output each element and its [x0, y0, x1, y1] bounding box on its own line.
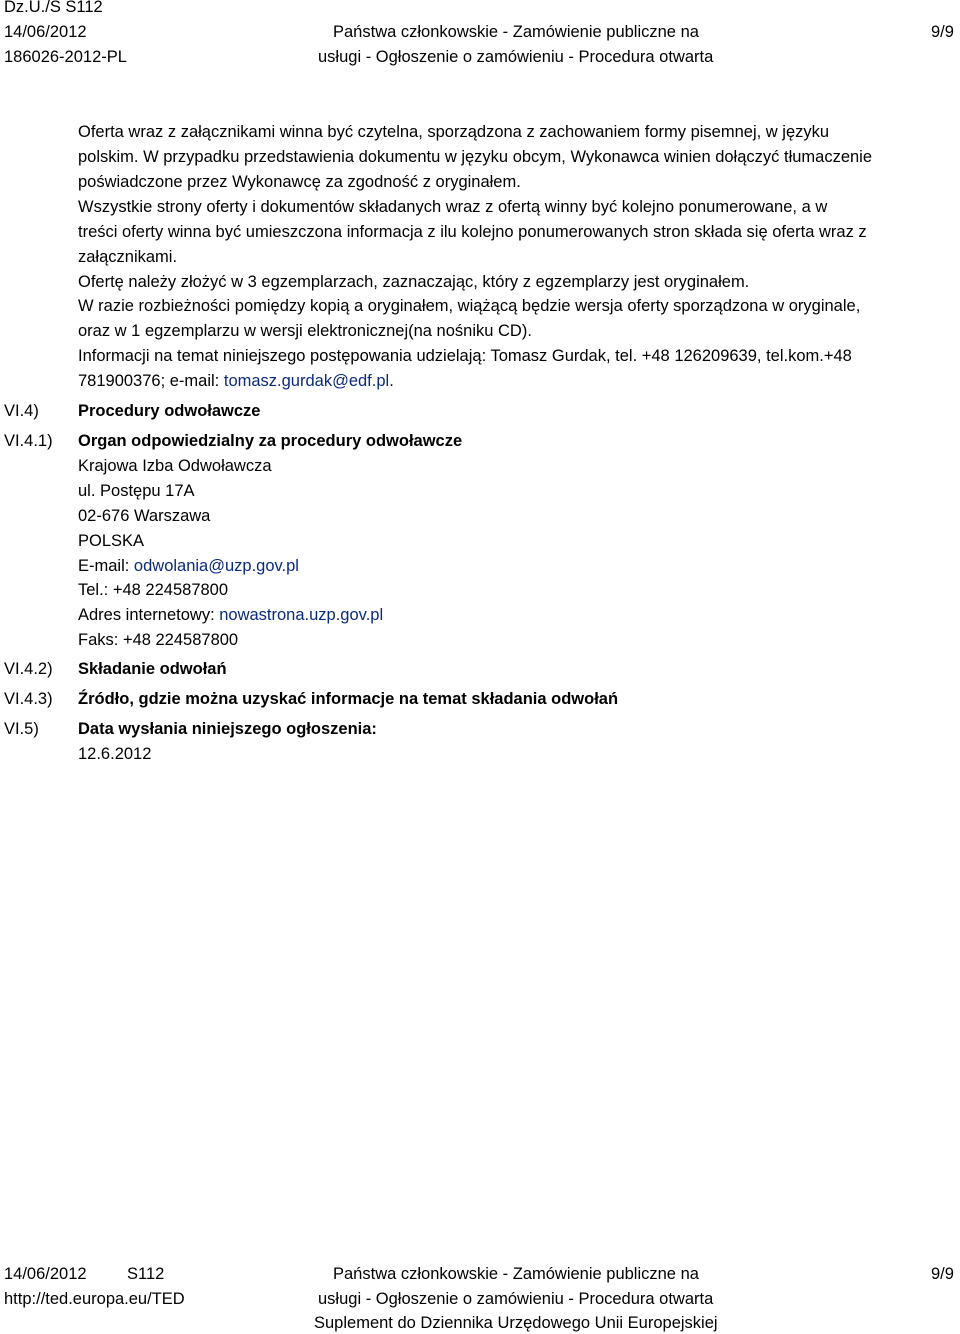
section-title: Organ odpowiedzialny za procedury odwoławcze	[78, 432, 463, 450]
dispatch-date: 12.6.2012	[78, 745, 152, 763]
contact-line	[78, 369, 394, 394]
paragraph-line: treści oferty winna być umieszczona informacja z ilu kolejno ponumerowanych stron składa się oferta wraz z	[78, 223, 867, 241]
phone-value: +48 224587800	[112, 581, 229, 599]
fax-label: Faks:	[78, 631, 123, 649]
paragraph-line: oraz w 1 egzemplarzu w wersji elektronicznej(na nośniku CD).	[78, 322, 532, 340]
paragraph-line: poświadczone przez Wykonawcę za zgodność z oryginałem.	[78, 173, 521, 191]
paragraph-line: W razie rozbieżności pomiędzy kopią a oryginałem, wiążącą będzie wersja oferty sporządzona w oryginale,	[78, 297, 861, 315]
header-title-line1: Państwa członkowskie - Zamówienie publiczne na	[333, 23, 699, 41]
paragraph-line: polskim. W przypadku przedstawienia dokumentu w języku obcym, Wykonawca winien dołączyć tłumaczenie	[78, 148, 873, 166]
website-label: Adres internetowy:	[78, 606, 220, 624]
contact-email-link[interactable]: tomasz.gurdak@edf.pl	[223, 372, 390, 390]
header-title-line2: usługi - Ogłoszenie o zamówieniu - Procedura otwarta	[318, 48, 714, 66]
paragraph-line: Oferta wraz z załącznikami winna być czytelna, sporządzona z zachowaniem formy pisemnej, w języku	[78, 123, 830, 141]
organization-street: ul. Postępu 17A	[78, 482, 195, 500]
phone-label: Tel.:	[78, 581, 113, 599]
footer-date: 14/06/2012	[4, 1265, 87, 1283]
organization-city: 02-676 Warszawa	[78, 507, 211, 525]
footer-title-line3: Suplement do Dziennika Urzędowego Unii Europejskiej	[314, 1314, 718, 1332]
phone-line	[78, 578, 228, 603]
section-title: Data wysłania niniejszego ogłoszenia:	[78, 720, 377, 738]
contact-prefix: 781900376; e-mail:	[78, 372, 224, 390]
email-line	[78, 554, 299, 579]
footer-page-number: 9/9	[931, 1265, 954, 1283]
paragraph-line: załącznikami.	[78, 248, 178, 266]
fax-value: +48 224587800	[122, 631, 239, 649]
paragraph-line: Ofertę należy złożyć w 3 egzemplarzach, zaznaczając, który z egzemplarzy jest oryginałem.	[78, 273, 750, 291]
footer-title-line1: Państwa członkowskie - Zamówienie publiczne na	[333, 1265, 699, 1283]
footer-title-line2: usługi - Ogłoszenie o zamówieniu - Procedura otwarta	[318, 1290, 714, 1308]
email-label: E-mail:	[78, 557, 134, 575]
website-line	[78, 603, 383, 628]
section-title: Procedury odwoławcze	[78, 402, 261, 420]
paragraph-line: Wszystkie strony oferty i dokumentów składanych wraz z ofertą winny być kolejno ponumerowane, a w	[78, 198, 828, 216]
header-date: 14/06/2012	[4, 23, 87, 41]
email-link[interactable]: odwolania@uzp.gov.pl	[133, 557, 299, 575]
fax-line	[78, 628, 238, 653]
contact-suffix: .	[389, 372, 394, 390]
footer-series: S112	[127, 1265, 165, 1283]
organization-country: POLSKA	[78, 532, 145, 550]
section-number: VI.4.2)	[4, 660, 53, 678]
journal-ref: Dz.U./S S112	[4, 0, 103, 16]
organization-name: Krajowa Izba Odwoławcza	[78, 457, 272, 475]
paragraph-line: Informacji na temat niniejszego postępowania udzielają: Tomasz Gurdak, tel. +48 126209639, tel.kom.+48	[78, 347, 852, 365]
section-number: VI.5)	[4, 720, 39, 738]
section-title: Źródło, gdzie można uzyskać informacje na temat składania odwołań	[78, 690, 619, 708]
section-number: VI.4)	[4, 402, 39, 420]
section-title: Składanie odwołań	[78, 660, 227, 678]
document-id: 186026-2012-PL	[4, 48, 127, 66]
website-link[interactable]: nowastrona.uzp.gov.pl	[219, 606, 384, 624]
footer-url[interactable]: http://ted.europa.eu/TED	[4, 1290, 185, 1308]
section-number: VI.4.3)	[4, 690, 53, 708]
header-page-number: 9/9	[931, 23, 954, 41]
section-number: VI.4.1)	[4, 432, 53, 450]
